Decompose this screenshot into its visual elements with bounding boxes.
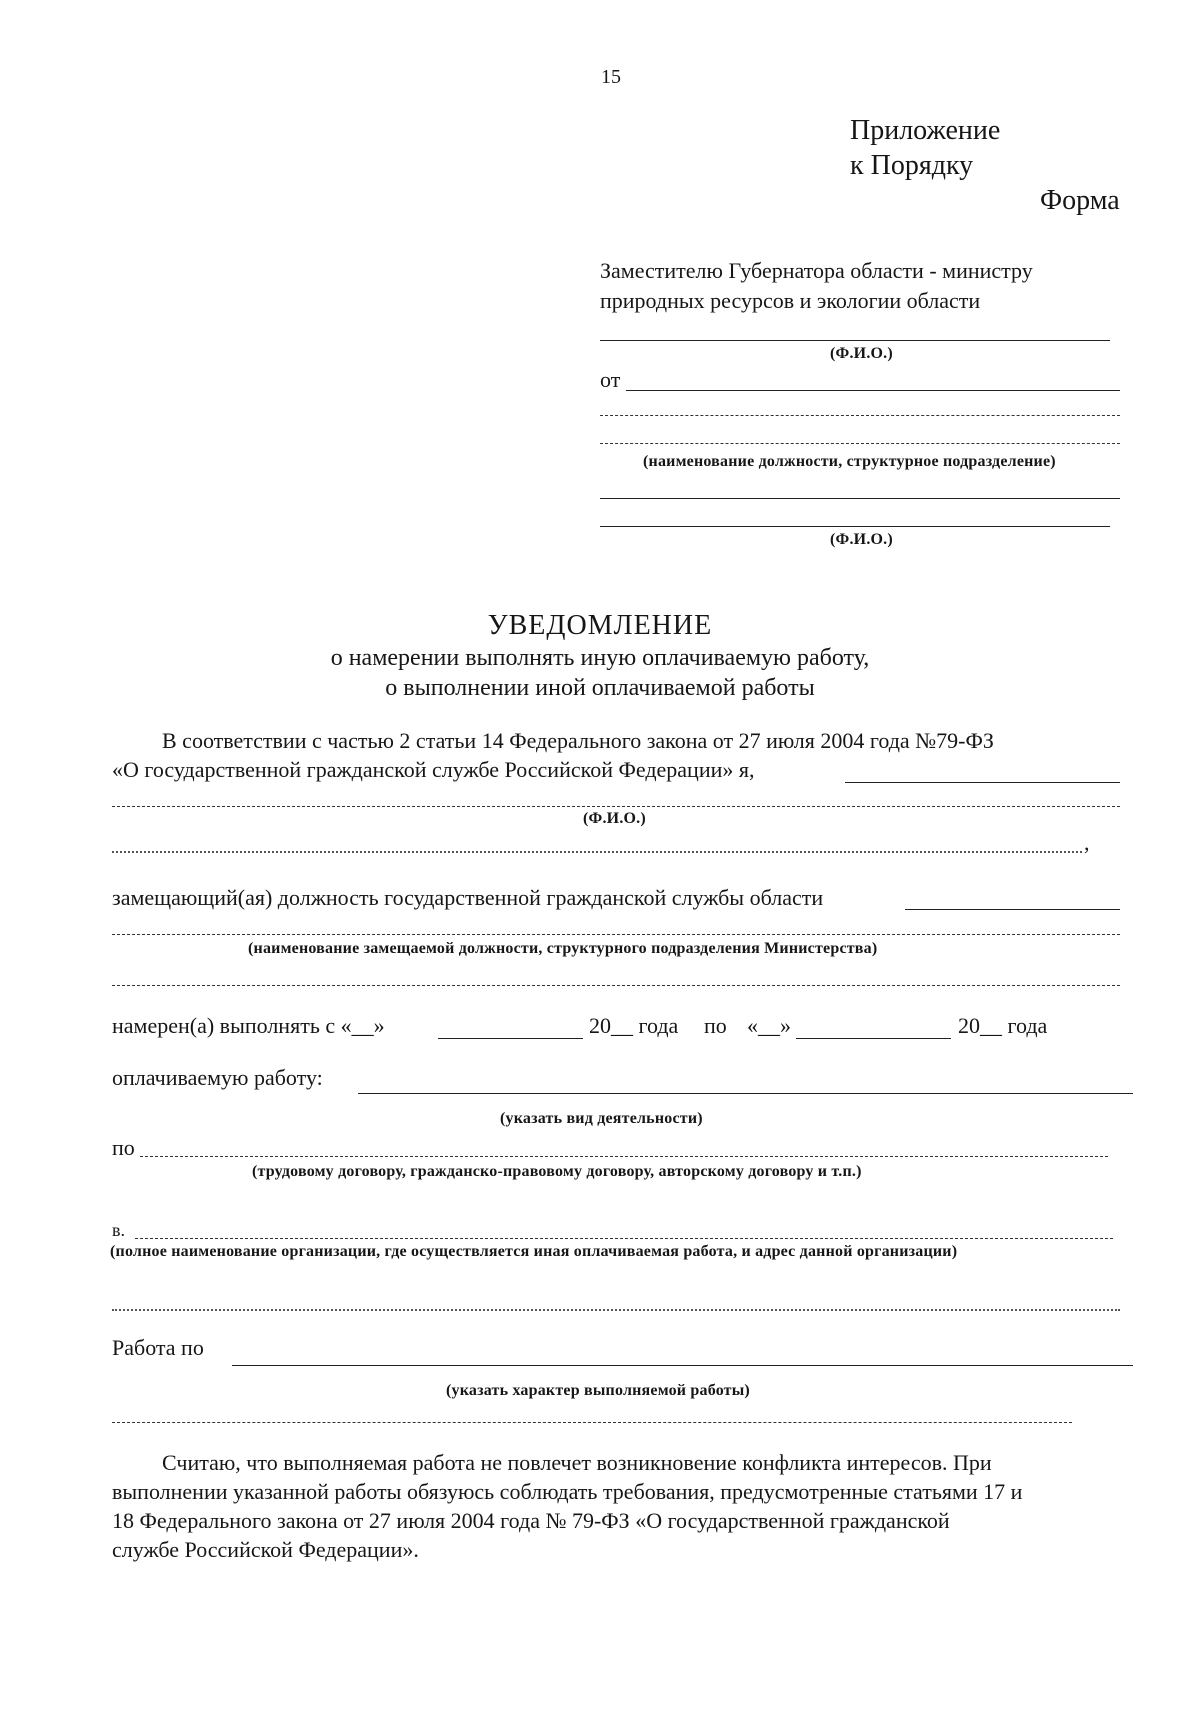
from-label: от	[600, 367, 621, 392]
appendix-subtitle: к Порядку	[850, 150, 974, 181]
position-input-line[interactable]	[905, 909, 1120, 910]
closing-line-3: 18 Федерального закона от 27 июля 2004 года № 79-ФЗ «О государственной гражданской	[112, 1508, 950, 1533]
paid-work-label: оплачиваемую работу:	[112, 1065, 323, 1090]
position-label: замещающий(ая) должность государственной гражданской службы области	[112, 885, 824, 910]
addressee-line-2: природных ресурсов и экологии области	[600, 288, 981, 313]
fio-input-line-start[interactable]	[845, 782, 1120, 783]
org-input-line-2[interactable]	[112, 1309, 1120, 1311]
fio-input-line[interactable]	[112, 806, 1120, 807]
in-label: в.	[112, 1220, 125, 1240]
intro-line-1: В соответствии с частью 2 статьи 14 Федерального закона от 27 июля 2004 года №79-ФЗ	[162, 728, 994, 753]
contract-input-line[interactable]	[140, 1156, 1108, 1157]
start-year-label: 20__ года	[589, 1013, 679, 1038]
work-nature-input-line[interactable]	[232, 1365, 1133, 1366]
closing-line-2: выполнении указанной работы обязуюсь соблюдать требования, предусмотренные статьями 17 и	[112, 1479, 1023, 1504]
document-subtitle-2: о выполнении иной оплачиваемой работы	[385, 675, 815, 701]
position-input-line-2[interactable]	[112, 934, 1120, 935]
end-year-label: 20__ года	[958, 1013, 1048, 1038]
position-line[interactable]	[600, 498, 1120, 499]
position-input-line-3[interactable]	[112, 985, 1120, 986]
work-nature-caption: (указать характер выполняемой работы)	[446, 1382, 750, 1399]
position-caption: (наименование должности, структурное подразделение)	[643, 453, 1056, 470]
document-title: УВЕДОМЛЕНИЕ	[487, 610, 713, 641]
page-number: 15	[601, 66, 621, 88]
form-label: Форма	[1040, 185, 1120, 216]
org-caption: (полное наименование организации, где осуществляется иная оплачиваемая работа, и адрес данной организации)	[110, 1243, 958, 1260]
position-caption-2: (наименование замещаемой должности, структурного подразделения Министерства)	[248, 940, 878, 957]
intend-from-label: намерен(а) выполнять с «__»	[112, 1013, 385, 1038]
end-day-label: «__»	[747, 1013, 791, 1038]
comma: ,	[1084, 830, 1090, 855]
closing-line-4: службе Российской Федерации».	[112, 1537, 419, 1562]
fio-line-2[interactable]	[600, 526, 1110, 527]
activity-input-line[interactable]	[358, 1093, 1133, 1094]
appendix-title: Приложение	[850, 115, 1001, 146]
contract-caption: (трудовому договору, гражданско-правовому договору, авторскому договору и т.п.)	[252, 1163, 862, 1180]
closing-line-1: Считаю, что выполняемая работа не повлечет возникновение конфликта интересов. При	[162, 1450, 992, 1475]
fio-caption-3: (Ф.И.О.)	[583, 810, 646, 827]
activity-caption: (указать вид деятельности)	[500, 1110, 703, 1127]
from-line-3[interactable]	[600, 443, 1120, 444]
by-label: по	[112, 1135, 135, 1160]
to-label: по	[704, 1013, 727, 1038]
work-by-label: Работа по	[112, 1335, 204, 1360]
from-line-2[interactable]	[600, 415, 1120, 416]
end-month-line[interactable]	[796, 1038, 951, 1039]
from-line[interactable]	[626, 390, 1120, 391]
fio-caption: (Ф.И.О.)	[830, 345, 893, 362]
document-subtitle-1: о намерении выполнять иную оплачиваемую работу,	[330, 645, 870, 671]
addressee-line-1: Заместителю Губернатора области - министру	[600, 258, 1033, 283]
fio-caption-2: (Ф.И.О.)	[830, 531, 893, 548]
org-input-line[interactable]	[135, 1238, 1113, 1239]
fio-continuation-line[interactable]	[112, 851, 1082, 853]
start-month-line[interactable]	[438, 1038, 583, 1039]
work-nature-input-line-2[interactable]	[112, 1422, 1072, 1423]
addressee-fio-line[interactable]	[600, 340, 1110, 341]
intro-line-2: «О государственной гражданской службе Российской Федерации» я,	[112, 757, 755, 782]
